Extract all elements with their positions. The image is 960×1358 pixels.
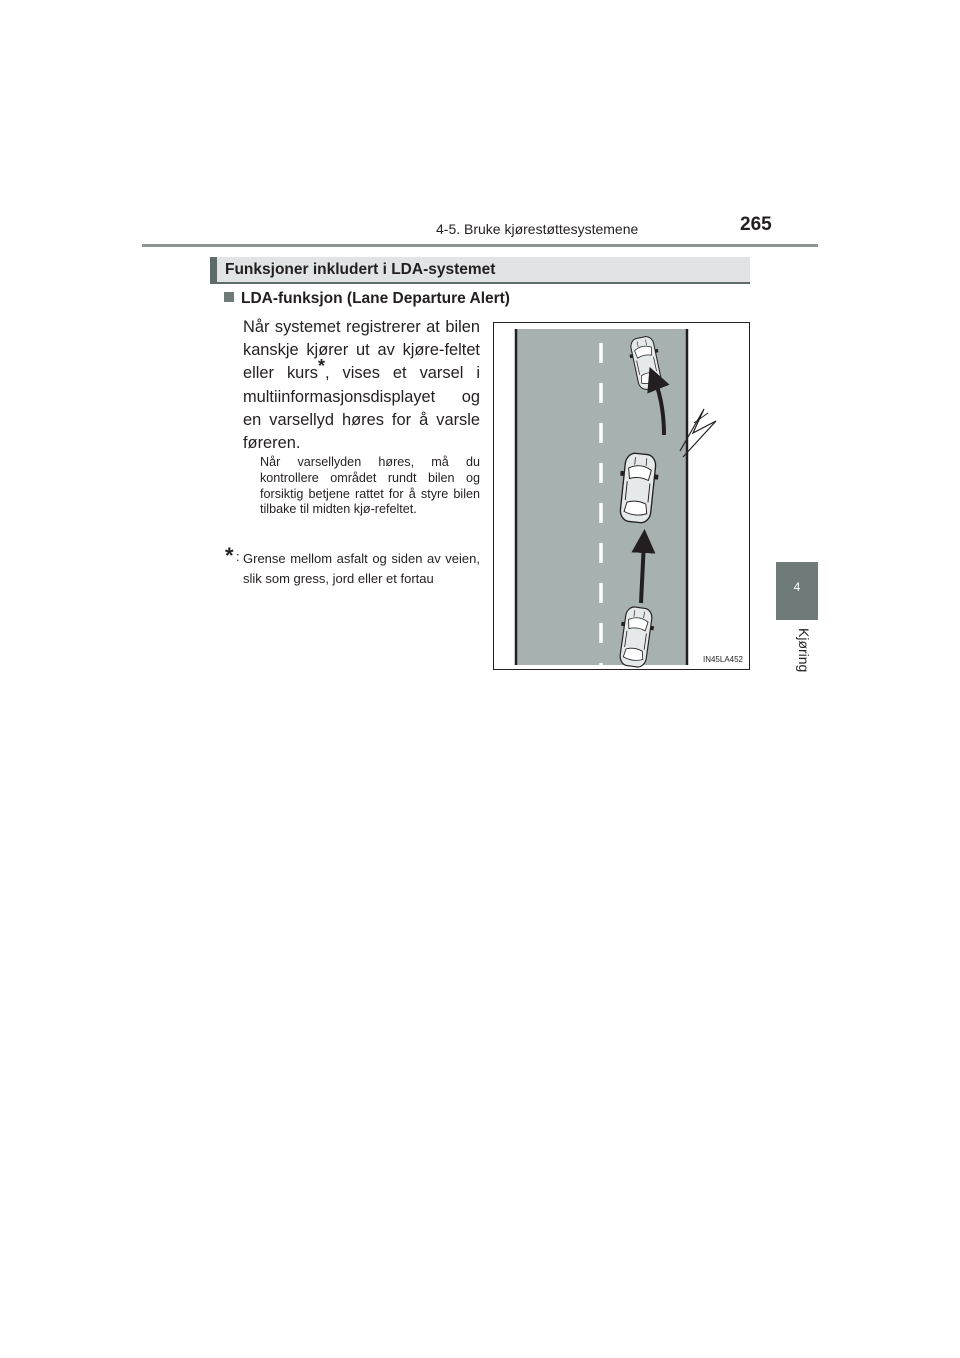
section-title-bar xyxy=(210,257,750,284)
figure-code: IN45LA452 xyxy=(702,655,743,664)
footnote-colon: : xyxy=(236,549,240,564)
illustration-svg xyxy=(494,323,751,671)
section-title: Funksjoner inkludert i LDA-systemet xyxy=(225,261,496,278)
subheading xyxy=(224,290,510,308)
body-text-part-1: Når systemet registrerer at bilen kanskje kjører ut av kjøre-feltet eller kurs xyxy=(243,318,480,383)
footnote-text: Grense mellom asfalt og siden av veien, slik som gress, jord eller et fortau xyxy=(243,551,480,586)
body-text-part-2: , vises et varsel i multiinformasjonsdisplayet og en varsellyd høres for å varsle føreren. xyxy=(243,364,480,453)
chapter-tab xyxy=(776,562,818,620)
subheading-text: LDA-funksjon (Lane Departure Alert) xyxy=(241,290,510,307)
header-rule xyxy=(142,244,818,247)
square-bullet-icon xyxy=(224,292,234,302)
body-paragraph xyxy=(243,316,480,455)
asterisk-mark: * xyxy=(317,356,325,377)
footnote-asterisk: * xyxy=(225,543,234,568)
running-header-section: 4-5. Bruke kjørestøttesystemene xyxy=(436,221,639,237)
lane-departure-illustration xyxy=(493,322,750,670)
section-bar-accent xyxy=(210,257,217,282)
note-paragraph: Når varsellyden høres, må du kontrollere området rundt bilen og forsiktig betjene rattet for å styre bilen tilbake til midten kjø-refeltet. xyxy=(260,455,480,517)
page-number: 265 xyxy=(740,214,772,235)
chapter-number: 4 xyxy=(793,580,801,594)
chapter-label: Kjøring xyxy=(796,628,812,673)
